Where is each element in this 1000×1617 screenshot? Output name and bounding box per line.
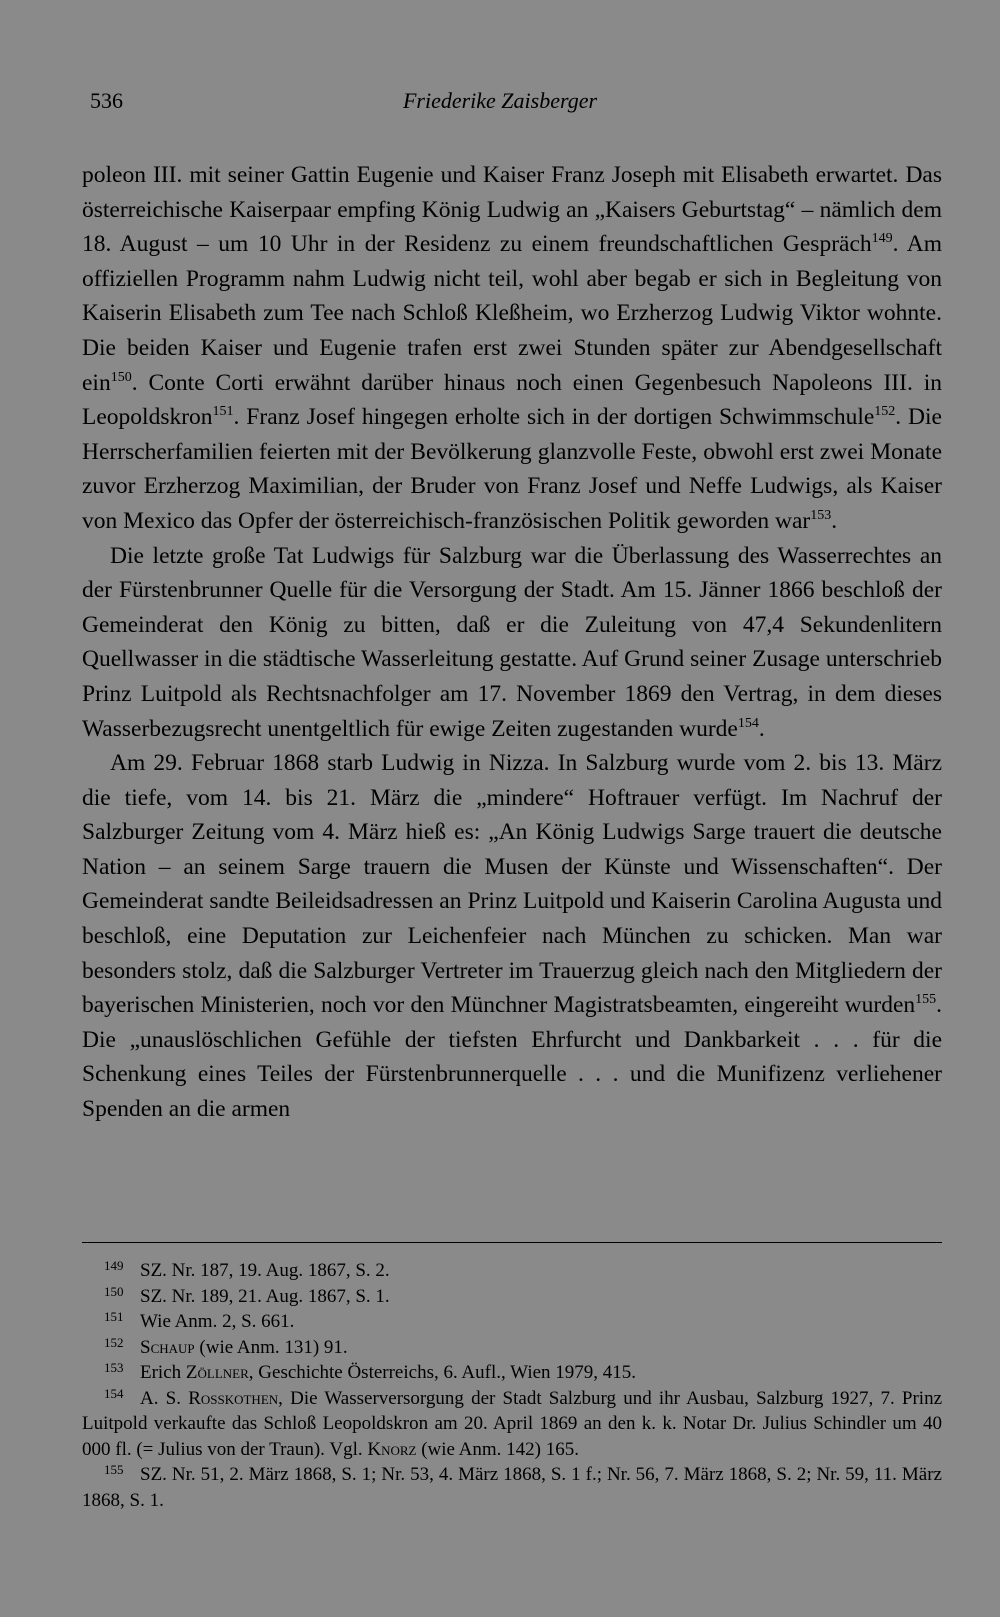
footnote-text: Erich	[140, 1362, 186, 1383]
paragraph-2	[82, 539, 942, 747]
footnote-152: 152 Schaup (wie Anm. 131) 91.	[104, 1334, 348, 1358]
footnote-ref: 155	[915, 992, 937, 1008]
footnote-149: 149 SZ. Nr. 187, 19. Aug. 1867, S. 2.	[104, 1258, 390, 1281]
author-name: Rosskothen	[188, 1387, 279, 1409]
author-name: Zöllner	[185, 1362, 249, 1383]
footnotes	[82, 1258, 942, 1513]
text-run: poleon III. mit seiner Gattin Eugenie und Kaiser Franz Joseph mit Elisabeth erwartet. Das österreichische Kaiserpaar empfing König Ludwig an „Kaisers Geburtstag“ – nämlich dem 18. August – um 10 Uhr in der Residenz zu einem freundschaftlichen Gespräch	[82, 162, 942, 258]
footnote-divider	[82, 1242, 942, 1243]
running-title: Friederike Zaisberger	[402, 88, 598, 113]
footnote-text: A. S.	[140, 1387, 189, 1409]
footnote-153: 153 Erich Zöllner, Geschichte Österreichs, 6. Aufl., Wien 1979, 415.	[104, 1360, 637, 1383]
text-run: . Am offiziellen Programm nahm Ludwig nicht teil, wohl aber begab er sich in Begleitung von Kaiserin Elisabeth zum Tee nach Schloß Kleßheim, wo Erzherzog Ludwig Viktor wohnte. Die beiden Kaiser und Eugenie trafen erst zwei Stunden später zur Abendgesellschaft ein	[82, 231, 942, 396]
text-run: .	[831, 507, 838, 534]
footnote-154: 154 A. S. Rosskothen, Die Wasserversorgung der Stadt Salzburg und ihr Ausbau, Salzburg 1927, 7. Prinz Luitpold verkaufte das Schloß Leopoldskron am 20. April 1869 an den k. k. Notar Dr. Julius Schindler um 40 000 fl. (= Julius von der Traun). Vgl. Knorz (wie Anm. 142) 165.	[82, 1385, 943, 1460]
footnote-text: , Die Wasserversorgung der Stadt Salzburg und ihr Ausbau, Salzburg 1927, 7. Prinz Luitpold verkaufte das Schloß Leopoldskron am 20. April 1869 an den k. k. Notar Dr. Julius Schindler um 40 000 fl. (= Julius von der Traun). Vgl.	[82, 1387, 943, 1460]
footnote-ref: 153	[810, 507, 832, 523]
footnote-text: Wie Anm. 2, S. 661.	[140, 1311, 295, 1332]
footnote-ref: 151	[212, 404, 234, 420]
author-name: Knorz	[367, 1438, 417, 1460]
footnote-text: SZ. Nr. 187, 19. Aug. 1867, S. 2.	[140, 1260, 390, 1281]
footnote-155: 155 SZ. Nr. 51, 2. März 1868, S. 1; Nr. 53, 4. März 1868, S. 1 f.; Nr. 56, 7. März 1868, S. 2; Nr. 59, 11. März 1868, S. 1.	[82, 1462, 942, 1511]
text-run: Am 29. Februar 1868 starb Ludwig in Nizza. In Salzburg wurde vom 2. bis 13. März die tiefe, vom 14. bis 21. März die „mindere“ Hoftrauer verfügt. Im Nachruf der Salzburger Zeitung vom 4. März hieß es: „An König Ludwigs Sarge trauert die deutsche Nation – an seinem Sarge trauern die Musen der Künste und Wissenschaften“. Der Gemeinderat sandte Beileidsadressen an Prinz Luitpold und Kaiserin Carolina Augusta und beschloß, eine Deputation zur Leichenfeier nach München zu schicken. Man war besonders stolz, daß die Salzburger Vertreter im Trauerzug gleich nach den Mitgliedern der bayerischen Ministerien, noch vor den Münchner Magistratsbeamten, eingereiht wurden	[82, 750, 942, 1019]
paragraph-3	[82, 746, 942, 1127]
footnote-text: (wie Anm. 131) 91.	[194, 1336, 348, 1358]
body-text	[82, 158, 942, 1127]
text-run: Die letzte große Tat Ludwigs für Salzburg war die Überlassung des Wasserrechtes an der Fürstenbrunner Quelle für die Versorgung der Stadt. Am 15. Jänner 1866 beschloß der Gemeinderat den König zu bitten, daß er die Zuleitung von 47,4 Sekundenlitern Quellwasser in die städtische Wasserleitung gestatte. Auf Grund seiner Zusage unterschrieb Prinz Luitpold als Rechtsnachfolger am 17. November 1869 den Vertrag, in dem dieses Wasserbezugsrecht unentgeltlich für ewige Zeiten zugestanden wurde	[82, 542, 942, 742]
footnote-text: SZ. Nr. 51, 2. März 1868, S. 1; Nr. 53, 4. März 1868, S. 1 f.; Nr. 56, 7. März 1868, S. 2; Nr. 59, 11. März 1868, S. 1.	[82, 1464, 942, 1511]
footnote-151: 151 Wie Anm. 2, S. 661.	[104, 1309, 295, 1332]
text-run: . Die Herrscherfamilien feierten mit der Bevölkerung glanzvolle Feste, obwohl erst zwei Monate zuvor Erzherzog Maximilian, der Bruder von Franz Josef und Neffe Ludwigs, als Kaiser von Mexico das Opfer der österreichisch-französischen Politik geworden war	[82, 404, 942, 534]
page-header	[90, 88, 910, 124]
footnote-ref: 154	[737, 715, 759, 731]
footnote-text: (wie Anm. 142) 165.	[416, 1438, 579, 1460]
paragraph-1	[82, 158, 942, 539]
text-run: . Franz Josef hingegen erholte sich in der dortigen Schwimmschule	[233, 404, 875, 431]
footnote-ref: 149	[871, 231, 893, 247]
footnote-text: SZ. Nr. 189, 21. Aug. 1867, S. 1.	[140, 1285, 390, 1307]
footnote-150: 150 SZ. Nr. 189, 21. Aug. 1867, S. 1.	[104, 1283, 390, 1307]
page-number: 536	[90, 88, 123, 113]
text-run: . Die „unauslöschlichen Gefühle der tiefsten Ehrfurcht und Dankbarkeit . . . für die Schenkung eines Teiles der Fürstenbrunnerquelle . . . und die Munifizenz verliehener Spenden an die armen	[82, 992, 942, 1123]
footnote-text: , Geschichte Österreichs, 6. Aufl., Wien 1979, 415.	[248, 1362, 637, 1383]
text-run: .	[758, 715, 765, 742]
footnote-ref: 152	[874, 404, 896, 420]
text-run: . Conte Corti erwähnt darüber hinaus noch einen Gegenbesuch Napoleons III. in Leopoldskron	[82, 369, 942, 431]
footnote-ref: 150	[110, 369, 132, 385]
author-name: Schaup	[140, 1336, 195, 1358]
